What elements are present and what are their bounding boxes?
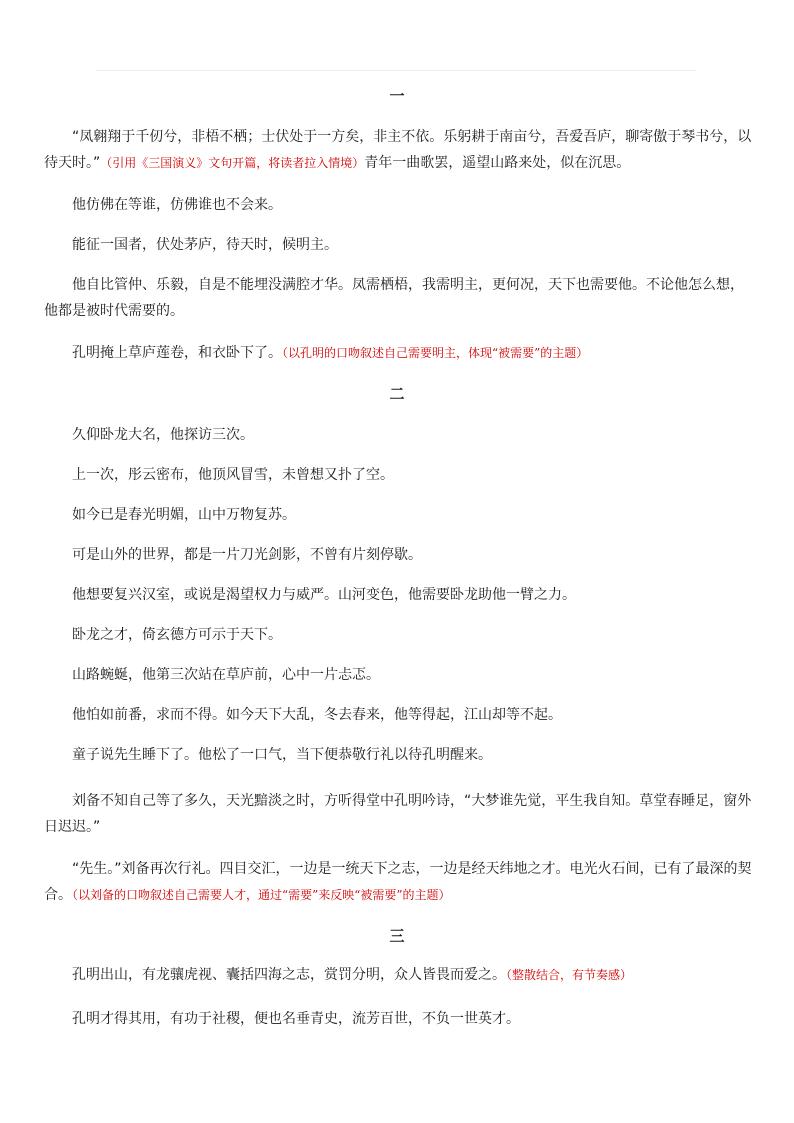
paragraph: 能征一国者，伏处茅庐，待天时，候明主。 <box>72 237 338 253</box>
paragraph: 刘备不知自己等了多久，天光黯淡之时，方听得堂中孔明吟诗，“大梦谁先觉，平生我自知。草堂春睡足，窗外日迟迟。” <box>44 793 752 835</box>
paragraph: 上一次，彤云密布，他顶风冒雪，未曾想又扑了空。 <box>72 467 394 483</box>
annotation: （以刘备的口吻叙述自己需要人才，通过“需要”来反映“被需要”的主题） <box>72 888 451 902</box>
paragraph: 童子说先生睡下了。他松了一口气，当下便恭敬行礼以待孔明醒来。 <box>72 747 492 763</box>
section-number-1: 一 <box>389 87 405 105</box>
annotation: （整散结合，有节奏感） <box>506 968 633 982</box>
paragraph: 他自比管仲、乐毅，自是不能埋没满腔才华。凤需栖梧，我需明主，更何况，天下也需要他。不论他怎么想，他都是被时代需要的。 <box>44 277 744 319</box>
header-rule <box>96 70 696 71</box>
paragraph: “凤翱翔于千仞兮，非梧不栖；士伏处于一方矣，非主不依。乐躬耕于南亩兮，吾爱吾庐，聊寄傲于琴书兮，以待天时。”（引用《三国演义》文句开篇，将读者拉入情境）青年一曲歌罢，遥望山路来处，似在沉思。 <box>44 129 752 171</box>
annotation: （以孔明的口吻叙述自己需要明主，体现“被需要”的主题） <box>282 346 589 360</box>
paragraph: 孔明才得其用，有功于社稷，便也名垂青史，流芳百世，不负一世英才。 <box>72 1011 520 1027</box>
paragraph: 他想要复兴汉室，或说是渴望权力与威严。山河变色，他需要卧龙助他一臂之力。 <box>72 587 576 603</box>
section-number-2: 二 <box>389 385 405 403</box>
paragraph: 山路蜿蜒，他第三次站在草庐前，心中一片忐忑。 <box>72 667 380 683</box>
paragraph: 如今已是春光明媚，山中万物复苏。 <box>72 507 296 523</box>
paragraph: 孔明出山，有龙骧虎视、囊括四海之志，赏罚分明，众人皆畏而爱之。（整散结合，有节奏感） <box>72 967 633 983</box>
paragraph: 可是山外的世界，都是一片刀光剑影，不曾有片刻停歇。 <box>72 547 422 563</box>
paragraph: 孔明掩上草庐莲卷，和衣卧下了。（以孔明的口吻叙述自己需要明主，体现“被需要”的主题） <box>72 345 589 361</box>
paragraph: 久仰卧龙大名，他探访三次。 <box>72 427 254 443</box>
paragraph: 他仿佛在等谁，仿佛谁也不会来。 <box>72 197 282 213</box>
section-number-3: 三 <box>389 927 405 945</box>
paragraph: 他怕如前番，求而不得。如今天下大乱，冬去春来，他等得起，江山却等不起。 <box>72 707 562 723</box>
annotation: （引用《三国演义》文句开篇，将读者拉入情境） <box>100 156 365 170</box>
paragraph: 卧龙之才，倚玄德方可示于天下。 <box>72 627 282 643</box>
paragraph: “先生。”刘备再次行礼。四目交汇，一边是一统天下之志，一边是经天纬地之才。电光火石间，已有了最深的契合。（以刘备的口吻叙述自己需要人才，通过“需要”来反映“被需要”的主题） <box>44 861 752 903</box>
